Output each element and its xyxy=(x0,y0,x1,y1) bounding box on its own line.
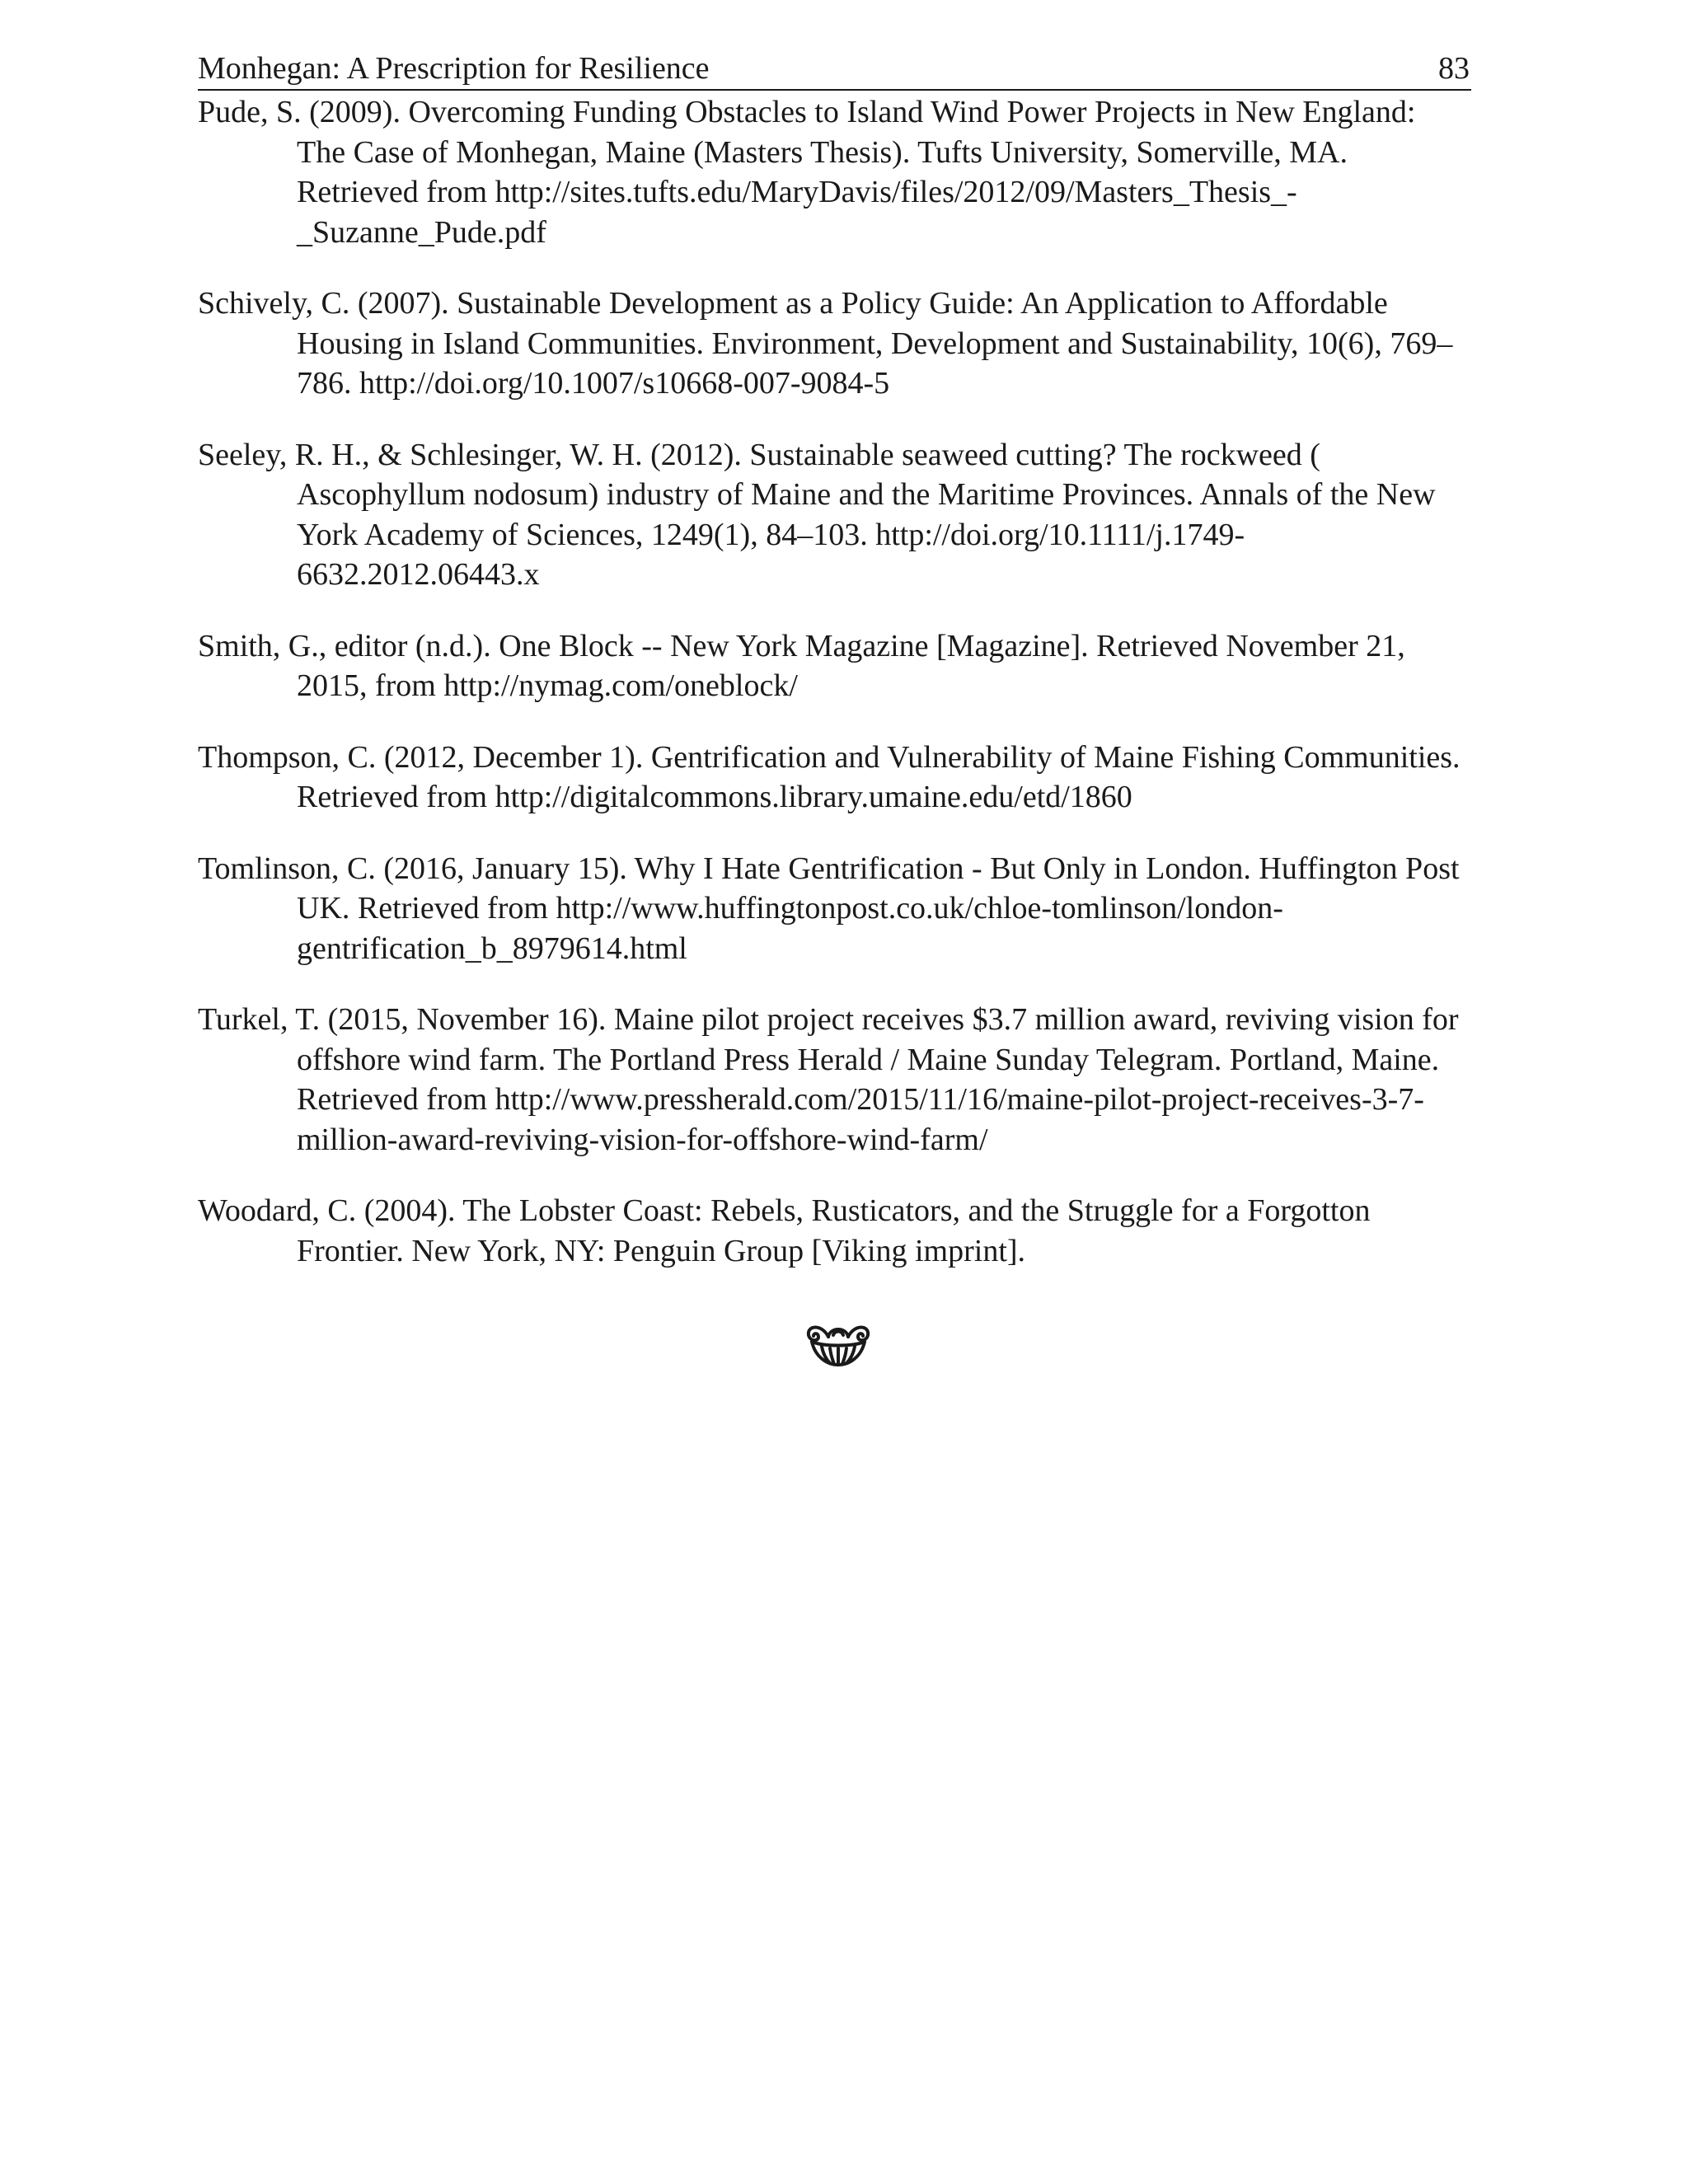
reference-entry-smith: Smith, G., editor (n.d.). One Block -- New York Magazine [Magazine]. Retrieved November 21, 2015, from http://nymag.com/oneblock/ xyxy=(198,628,1405,703)
reference-entry-woodard: Woodard, C. (2004). The Lobster Coast: Rebels, Rusticators, and the Struggle for a Forgotton Frontier. New York, NY: Penguin Group [Viking imprint]. xyxy=(198,1193,1371,1268)
document-page xyxy=(198,49,1471,1302)
reference-entry-pude: Pude, S. (2009). Overcoming Funding Obstacles to Island Wind Power Projects in New England: The Case of Monhegan, Maine (Masters Thesis). Tufts University, Somerville, MA. Retrieved from http://sites.tufts.edu/MaryDavis/files/2012/09/Masters_Thesis_-_Suzanne_Pude.pdf xyxy=(198,95,1416,250)
running-title: Monhegan: A Prescription for Resilience xyxy=(198,51,710,86)
reference-entry-turkel: Turkel, T. (2015, November 16). Maine pilot project receives $3.7 million award, reviving vision for offshore wind farm. The Portland Press Herald / Maine Sunday Telegram. Portland, Maine. Retrieved from http://www.pressherald.com/2015/11/16/maine-pilot-project-receives-3-7-million-award-reviving-vision-for-offshore-wind-farm/ xyxy=(198,1002,1459,1157)
running-header xyxy=(198,49,1471,91)
reference-entry-seeley: Seeley, R. H., & Schlesinger, W. H. (2012). Sustainable seaweed cutting? The rockweed ( Ascophyllum nodosum) industry of Maine and the Maritime Provinces. Annals of the New York Academy of Sciences, 1249(1), 84–103. http://doi.org/10.1111/j.1749-6632.2012.06443.x xyxy=(198,437,1436,592)
shell-ornament-icon xyxy=(804,1317,873,1368)
reference-entry-schively: Schively, C. (2007). Sustainable Development as a Policy Guide: An Application to Affordable Housing in Island Communities. Environment, Development and Sustainability, 10(6), 769–786. http://doi.org/10.1007/s10668-007-9084-5 xyxy=(198,286,1453,401)
page-number: 83 xyxy=(1438,51,1470,86)
reference-entry-thompson: Thompson, C. (2012, December 1). Gentrification and Vulnerability of Maine Fishing Communities. Retrieved from http://digitalcommons.library.umaine.edu/etd/1860 xyxy=(198,739,1461,814)
reference-entry-tomlinson: Tomlinson, C. (2016, January 15). Why I Hate Gentrification - But Only in London. Huffington Post UK. Retrieved from http://www.huffingtonpost.co.uk/chloe-tomlinson/london-gentrification_b_8979614.html xyxy=(198,851,1460,966)
reference-list xyxy=(198,92,1471,1271)
